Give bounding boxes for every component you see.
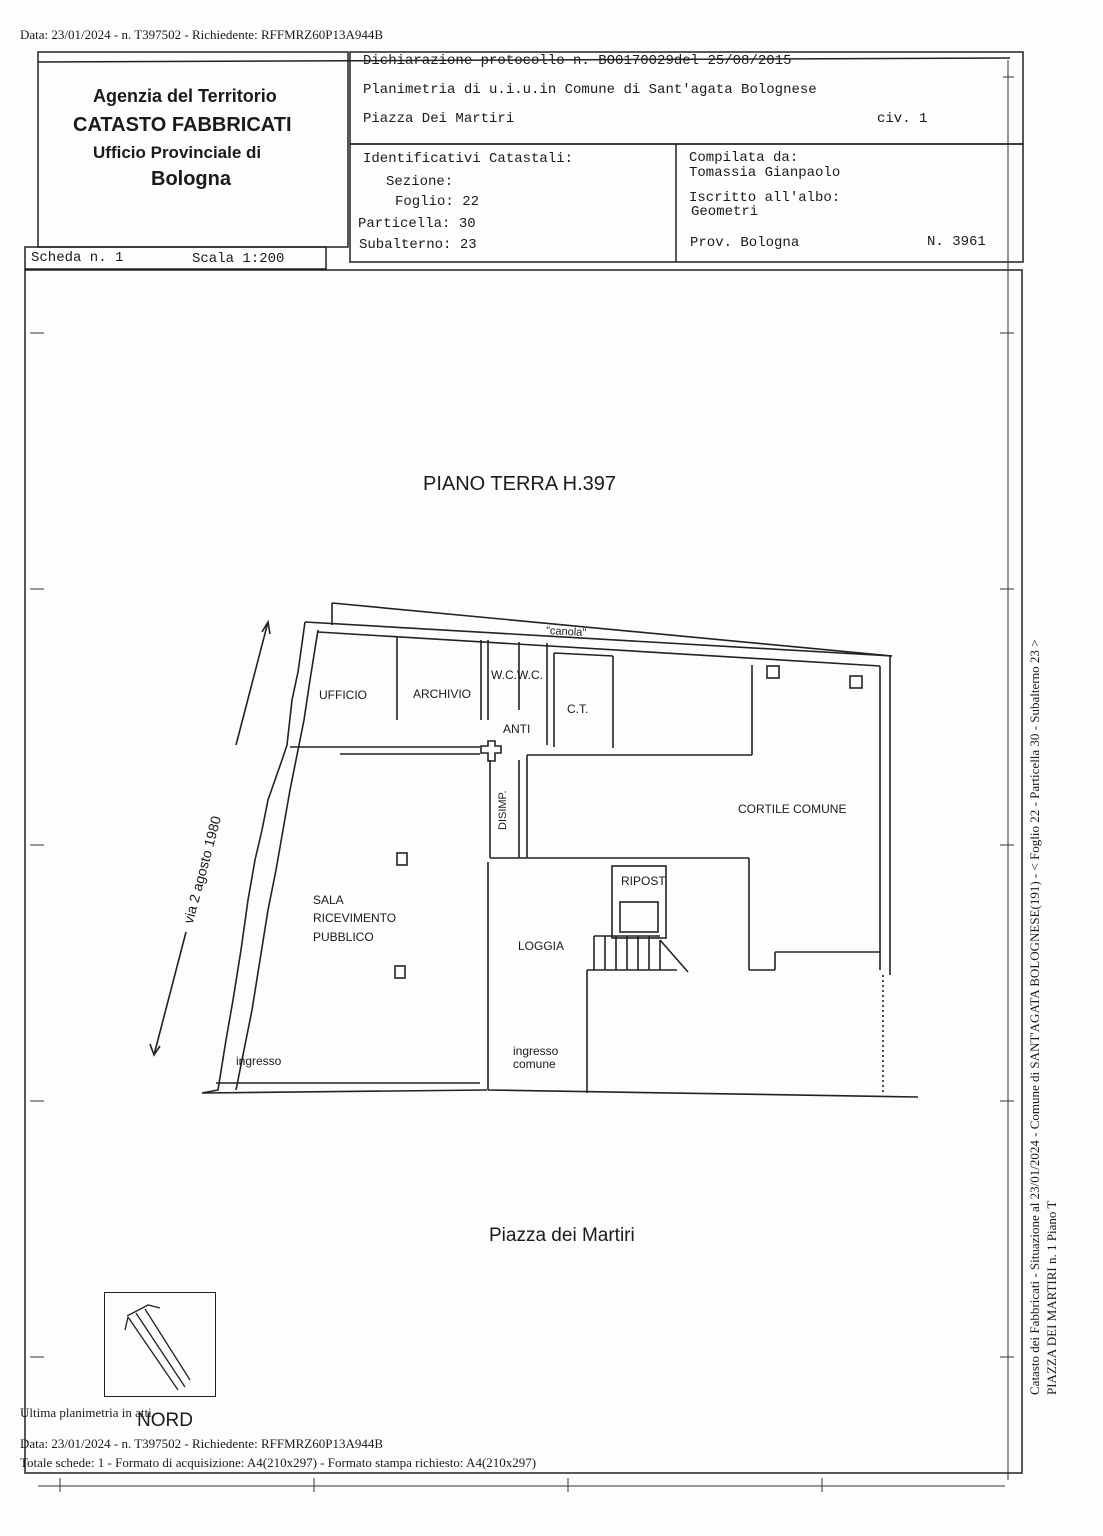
room-anti: ANTI [503, 722, 531, 736]
room-ripost: RIPOST. [621, 874, 668, 888]
canopy-label: "canola" [545, 624, 587, 640]
side-text-situation: Catasto dei Fabbricati - Situazione al 23/01/2024 - Comune di SANT'AGATA BOLOGNESE(191) - < Foglio 22 - Particella 30 - Subalterno 23 > [1027, 639, 1042, 1395]
cadastral-subalterno: Subalterno: 23 [359, 237, 477, 253]
cadastral-title: Identificativi Catastali: [363, 151, 574, 167]
label-ingresso-comune-2: comune [513, 1057, 556, 1071]
cadastral-sezione: Sezione: [386, 174, 454, 190]
footer-data-line: Data: 23/01/2024 - n. T397502 - Richiedente: RFFMRZ60P13A944B [20, 1436, 384, 1451]
declaration-address: Piazza Dei Martiri [363, 111, 515, 127]
square-label: Piazza dei Martiri [489, 1225, 635, 1246]
declaration-civ: civ. 1 [877, 111, 928, 127]
room-sala: SALA [313, 893, 344, 907]
cadastral-foglio: Foglio: 22 [395, 194, 480, 210]
compiler-prov: Prov. Bologna [690, 235, 800, 251]
compiler-albo: Geometri [691, 204, 759, 220]
room-archivio: ARCHIVIO [413, 687, 472, 701]
header-request-line: Data: 23/01/2024 - n. T397502 - Richiedente: RFFMRZ60P13A944B [20, 27, 384, 42]
label-ingresso: ingresso [236, 1054, 282, 1068]
room-ufficio: UFFICIO [319, 688, 367, 702]
declaration-plan: Planimetria di u.i.u.in Comune di Sant'agata Bolognese [363, 82, 817, 98]
room-loggia: LOGGIA [518, 939, 565, 953]
scheda-scale: Scala 1:200 [192, 251, 285, 267]
declaration-protocol: Dichiarazione protocollo n. BO0170029del 25/08/2015 [363, 53, 792, 69]
north-label: NORD [137, 1410, 193, 1431]
office-ufficio: Ufficio Provinciale di [93, 143, 262, 162]
room-wc: W.C.W.C. [491, 668, 543, 682]
compiler-number: N. 3961 [927, 234, 986, 250]
compiler-label: Compilata da: [689, 150, 799, 166]
room-ricevimento: RICEVIMENTO [313, 911, 397, 925]
cadastral-particella: Particella: 30 [358, 216, 476, 232]
room-cortile: CORTILE COMUNE [738, 802, 847, 816]
office-agency: Agenzia del Territorio [93, 86, 277, 106]
footer-last-plan: Ultima planimetria in atti [20, 1405, 152, 1420]
side-text-address: PIAZZA DEI MARTIRI n. 1 Piano T [1044, 1200, 1059, 1395]
room-pubblico: PUBBLICO [313, 930, 374, 944]
plan-title: PIANO TERRA H.397 [423, 473, 617, 495]
room-ct: C.T. [567, 702, 589, 716]
office-city: Bologna [151, 168, 231, 190]
compiler-albo-label: Iscritto all'albo: [689, 190, 841, 206]
room-disimp: DISIMP. [497, 790, 509, 830]
scheda-number: Scheda n. 1 [31, 250, 124, 266]
compiler-name: Tomassia Gianpaolo [689, 165, 841, 181]
office-catasto: CATASTO FABBRICATI [73, 114, 292, 136]
street-label: via 2 agosto 1980 [180, 814, 225, 926]
label-ingresso-comune-1: ingresso [513, 1044, 559, 1058]
footer-schede-line: Totale schede: 1 - Formato di acquisizione: A4(210x297) - Formato stampa richiesto: A4(210x297) [20, 1455, 537, 1470]
